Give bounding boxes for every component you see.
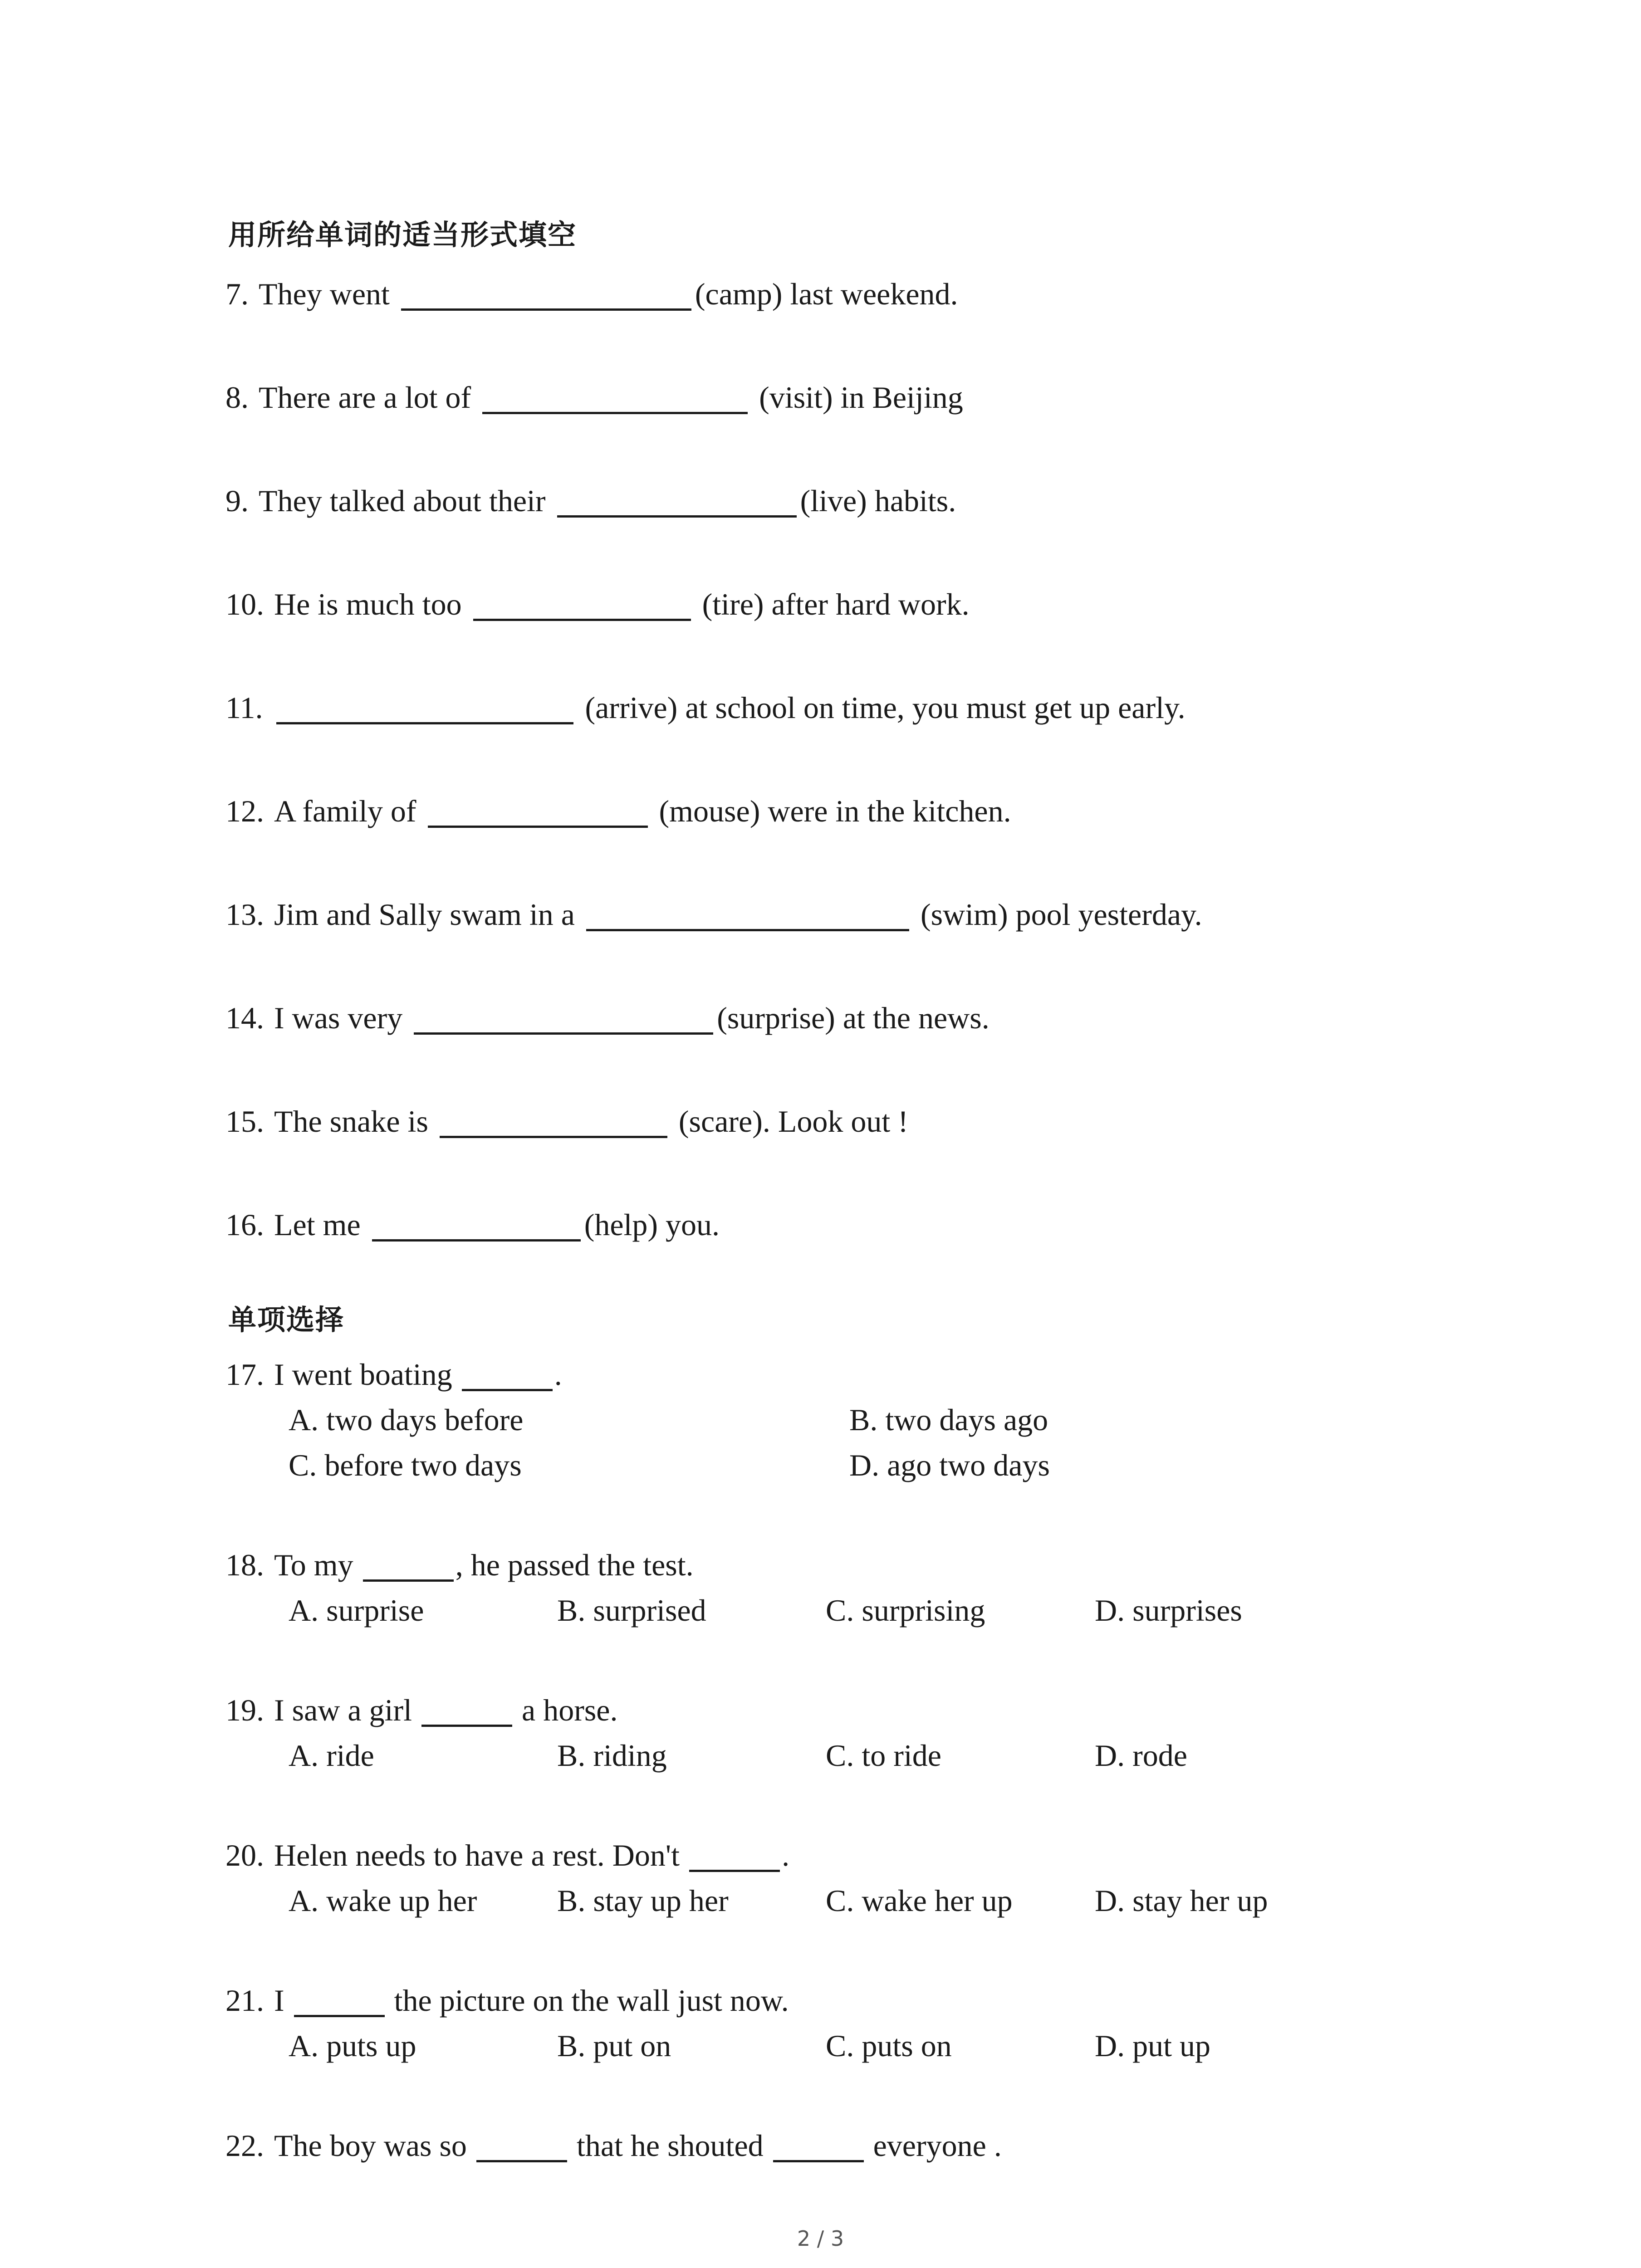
question-text-after: . xyxy=(554,1357,562,1392)
question-number: 16. xyxy=(225,1207,264,1242)
answer-blank[interactable] xyxy=(473,591,691,621)
question-number: 17. xyxy=(225,1357,264,1392)
question-19 xyxy=(225,1692,618,1728)
option-a[interactable]: A. puts up xyxy=(289,2028,416,2063)
question-text-part1: The boy was so xyxy=(274,2128,475,2163)
question-9 xyxy=(225,483,956,519)
question-text-before: A family of xyxy=(274,794,424,828)
option-c[interactable]: C. to ride xyxy=(826,1738,941,1773)
answer-blank[interactable] xyxy=(276,695,573,724)
question-number: 20. xyxy=(225,1838,264,1872)
question-text-before: Jim and Sally swam in a xyxy=(274,897,583,932)
question-number: 11. xyxy=(225,690,263,725)
question-text-after: (help) you. xyxy=(584,1207,720,1242)
answer-blank[interactable] xyxy=(294,1989,385,2017)
option-c[interactable]: C. puts on xyxy=(826,2028,952,2063)
answer-blank[interactable] xyxy=(401,281,691,311)
answer-blank[interactable] xyxy=(773,2135,864,2162)
question-text-after: (mouse) were in the kitchen. xyxy=(651,794,1011,828)
section-title-multiple-choice: 单项选择 xyxy=(228,1303,345,1336)
option-b[interactable]: B. surprised xyxy=(557,1593,706,1628)
option-b[interactable]: B. two days ago xyxy=(849,1403,1048,1437)
answer-blank[interactable] xyxy=(586,902,909,931)
answer-blank[interactable] xyxy=(476,2135,567,2162)
question-number: 14. xyxy=(225,1001,264,1035)
question-22 xyxy=(225,2127,1002,2164)
section-title-fill-in: 用所给单词的适当形式填空 xyxy=(228,218,577,251)
question-15 xyxy=(225,1103,908,1139)
question-text-part2: that he shouted xyxy=(568,2128,771,2163)
question-17 xyxy=(225,1356,562,1393)
question-text-after: (arrive) at school on time, you must get up early. xyxy=(577,690,1185,725)
option-a[interactable]: A. surprise xyxy=(289,1593,424,1628)
answer-blank[interactable] xyxy=(440,1109,667,1138)
question-number: 9. xyxy=(225,484,249,518)
question-14 xyxy=(225,1000,989,1036)
question-number: 22. xyxy=(225,2128,264,2163)
option-c[interactable]: C. wake her up xyxy=(826,1883,1013,1918)
answer-blank[interactable] xyxy=(414,1005,713,1035)
question-number: 10. xyxy=(225,587,264,621)
question-text-after: (swim) pool yesterday. xyxy=(912,897,1202,932)
question-16 xyxy=(225,1207,720,1243)
question-text-after: (camp) last weekend. xyxy=(695,277,958,311)
answer-blank[interactable] xyxy=(462,1364,553,1391)
question-12 xyxy=(225,793,1011,829)
question-text-before: I xyxy=(274,1983,292,2018)
question-18 xyxy=(225,1547,694,1583)
question-text-after: (surprise) at the news. xyxy=(717,1001,989,1035)
question-text-after: a horse. xyxy=(514,1693,618,1727)
option-d[interactable]: D. rode xyxy=(1095,1738,1187,1773)
answer-blank[interactable] xyxy=(689,1844,780,1872)
question-text-after: . xyxy=(782,1838,790,1872)
question-20 xyxy=(225,1837,789,1873)
question-text-after: the picture on the wall just now. xyxy=(386,1983,789,2018)
question-text-before: I was very xyxy=(274,1001,411,1035)
question-text-before: To my xyxy=(274,1548,361,1582)
option-b[interactable]: B. riding xyxy=(557,1738,667,1773)
question-text-before: They went xyxy=(259,277,397,311)
answer-blank[interactable] xyxy=(482,385,748,414)
answer-blank[interactable] xyxy=(363,1554,454,1582)
question-7 xyxy=(225,276,958,312)
option-c[interactable]: C. surprising xyxy=(826,1593,985,1628)
question-text-after: (scare). Look out ! xyxy=(671,1104,908,1139)
question-13 xyxy=(225,896,1202,933)
question-text-before: They talked about their xyxy=(259,484,554,518)
question-10 xyxy=(225,586,970,622)
question-text-before: He is much too xyxy=(274,587,470,621)
option-c[interactable]: C. before two days xyxy=(289,1448,522,1482)
question-text-after: (tire) after hard work. xyxy=(694,587,970,621)
question-text-before: The snake is xyxy=(274,1104,436,1139)
option-a[interactable]: A. ride xyxy=(289,1738,374,1773)
question-8 xyxy=(225,379,963,415)
question-text-after: (live) habits. xyxy=(800,484,956,518)
question-11 xyxy=(225,689,1185,726)
question-21 xyxy=(225,1982,789,2019)
question-number: 18. xyxy=(225,1548,264,1582)
option-b[interactable]: B. stay up her xyxy=(557,1883,729,1918)
answer-blank[interactable] xyxy=(372,1212,581,1242)
question-number: 8. xyxy=(225,380,249,415)
option-d[interactable]: D. stay her up xyxy=(1095,1883,1268,1918)
option-d[interactable]: D. put up xyxy=(1095,2028,1210,2063)
option-b[interactable]: B. put on xyxy=(557,2028,671,2063)
question-text-before: I saw a girl xyxy=(274,1693,420,1727)
option-a[interactable]: A. two days before xyxy=(289,1403,524,1437)
question-text-before: Let me xyxy=(274,1207,368,1242)
question-number: 19. xyxy=(225,1693,264,1727)
question-number: 21. xyxy=(225,1983,264,2018)
question-text-before: I went boating xyxy=(274,1357,460,1392)
answer-blank[interactable] xyxy=(421,1699,512,1727)
option-d[interactable]: D. ago two days xyxy=(849,1448,1050,1482)
question-text-before: There are a lot of xyxy=(259,380,479,415)
question-number: 15. xyxy=(225,1104,264,1139)
question-text-before: Helen needs to have a rest. Don't xyxy=(274,1838,688,1872)
question-text-part3: everyone . xyxy=(865,2128,1002,2163)
question-number: 7. xyxy=(225,277,249,311)
answer-blank[interactable] xyxy=(428,798,648,828)
page-number: 2 / 3 xyxy=(797,2226,844,2251)
question-text-after: , he passed the test. xyxy=(455,1548,694,1582)
option-a[interactable]: A. wake up her xyxy=(289,1883,477,1918)
question-text-after: (visit) in Beijing xyxy=(751,380,963,415)
option-d[interactable]: D. surprises xyxy=(1095,1593,1242,1628)
question-number: 12. xyxy=(225,794,264,828)
answer-blank[interactable] xyxy=(557,488,797,518)
question-number: 13. xyxy=(225,897,264,932)
